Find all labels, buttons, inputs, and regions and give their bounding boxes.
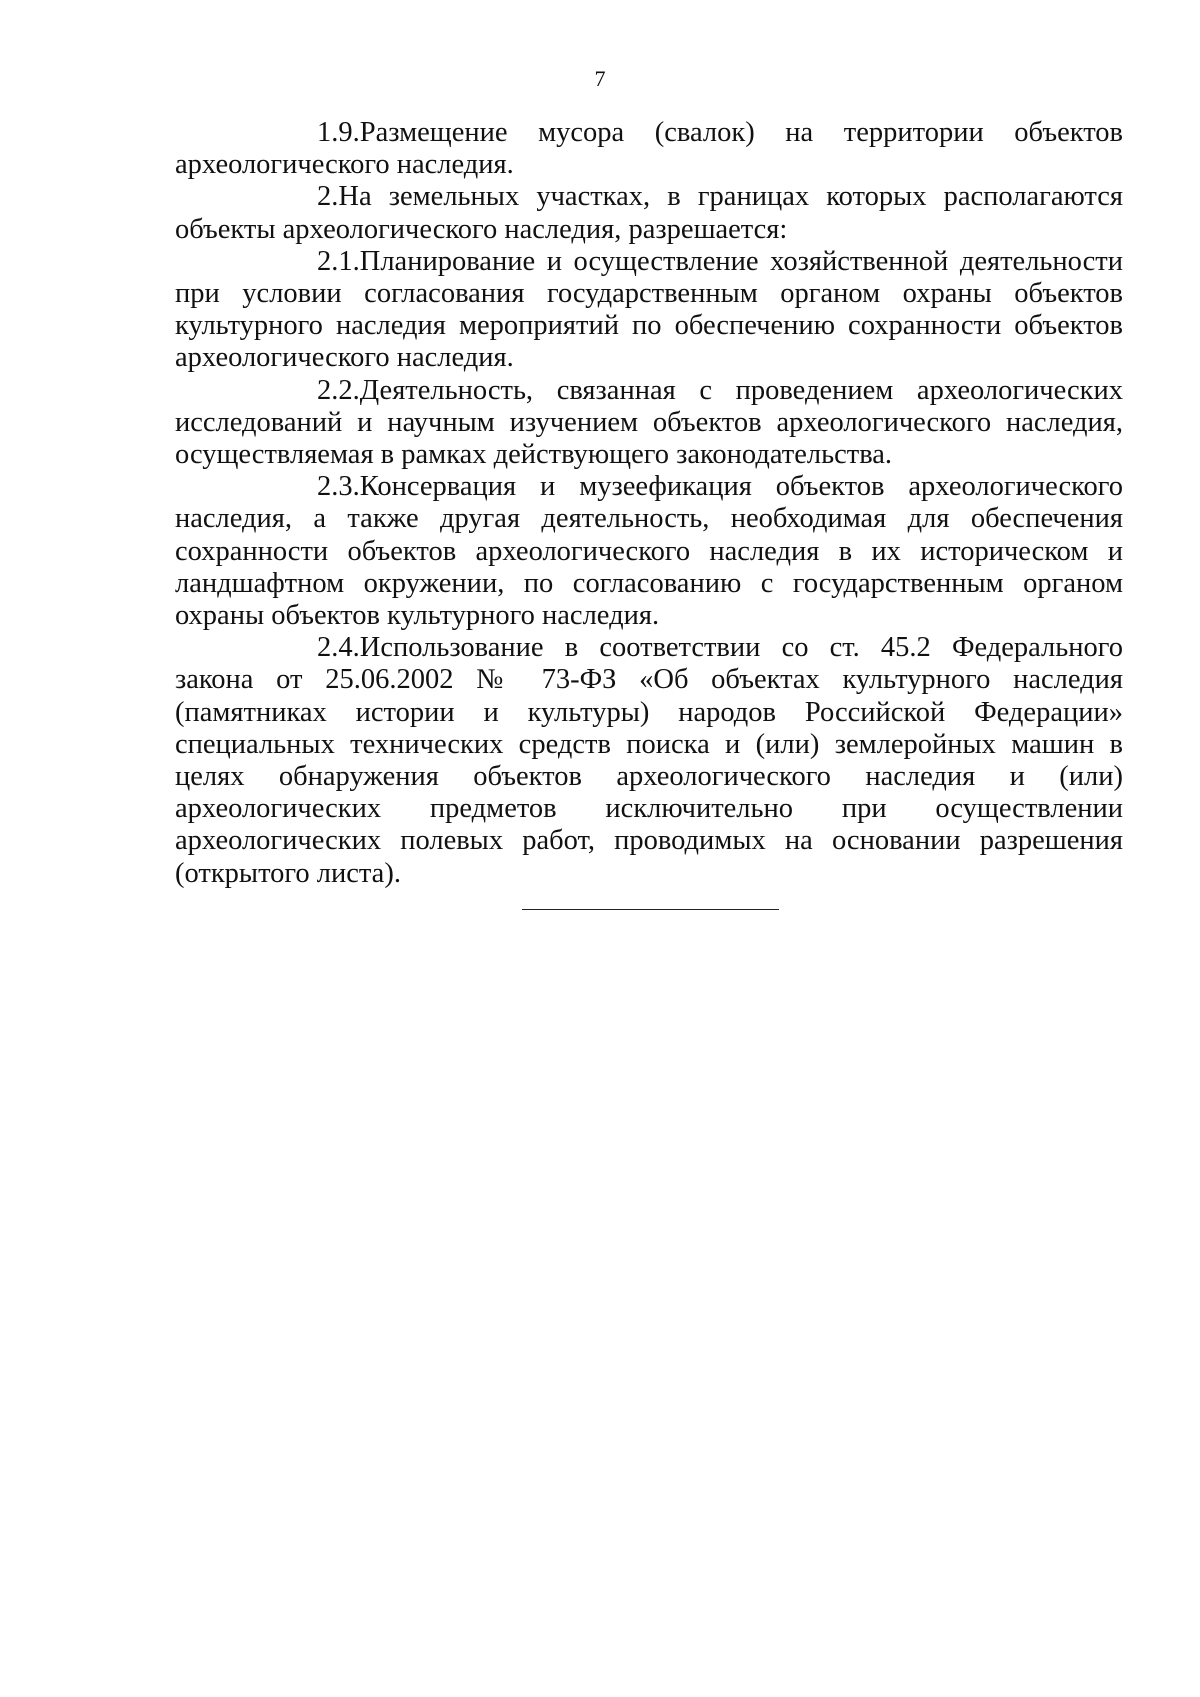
paragraph-1-9 [175, 117, 1123, 181]
paragraph-number: 2.4. [317, 632, 360, 664]
paragraph-2-2 [175, 375, 1123, 472]
paragraph-2-3 [175, 471, 1123, 632]
paragraph-text: Использование в соответствии со ст. 45.2 Федерального закона от 25.06.2002 № 73-ФЗ «Об объектах культурного наследия (памятниках истории и культуры) народов Российской Федерации» специальных технических средств поиска и (или) землеройных машин в целях обнаружения объектов археологического наследия и (или) археологических предметов исключительно при осуществлении археологических полевых работ, проводимых на основании разрешения (открытого листа). [175, 632, 1123, 889]
paragraph-number: 2. [317, 181, 339, 213]
paragraph-number: 2.2. [317, 374, 360, 406]
end-of-document-rule [522, 909, 779, 910]
paragraph-text: Деятельность, связанная с проведением археологических исследований и научным изучением объектов археологического наследия, осуществляемая в рамках действующего законодательства. [175, 374, 1123, 471]
paragraph-text: Планирование и осуществление хозяйственной деятельности при условии согласования государственным органом охраны объектов культурного наследия мероприятий по обеспечению сохранности объектов археологического наследия. [175, 245, 1123, 374]
paragraph-2-4 [175, 632, 1123, 890]
paragraph-2 [175, 181, 1123, 245]
document-body [175, 117, 1123, 890]
paragraph-2-1 [175, 246, 1123, 375]
paragraph-text: Консервация и музеефикация объектов археологического наследия, а также другая деятельность, необходимая для обеспечения сохранности объектов археологического наследия в их историческом и ландшафтном окружении, по согласованию с государственным органом охраны объектов культурного наследия. [175, 471, 1123, 632]
paragraph-number: 1.9. [317, 117, 360, 148]
paragraph-number: 2.1. [317, 245, 360, 277]
page-number: 7 [594, 66, 606, 91]
paragraph-number: 2.3. [317, 471, 360, 503]
paragraph-text: На земельных участках, в границах которых располагаются объекты археологического наследия, разрешается: [175, 181, 1123, 245]
paragraph-text: Размещение мусора (свалок) на территории объектов археологического наследия. [175, 117, 1123, 181]
